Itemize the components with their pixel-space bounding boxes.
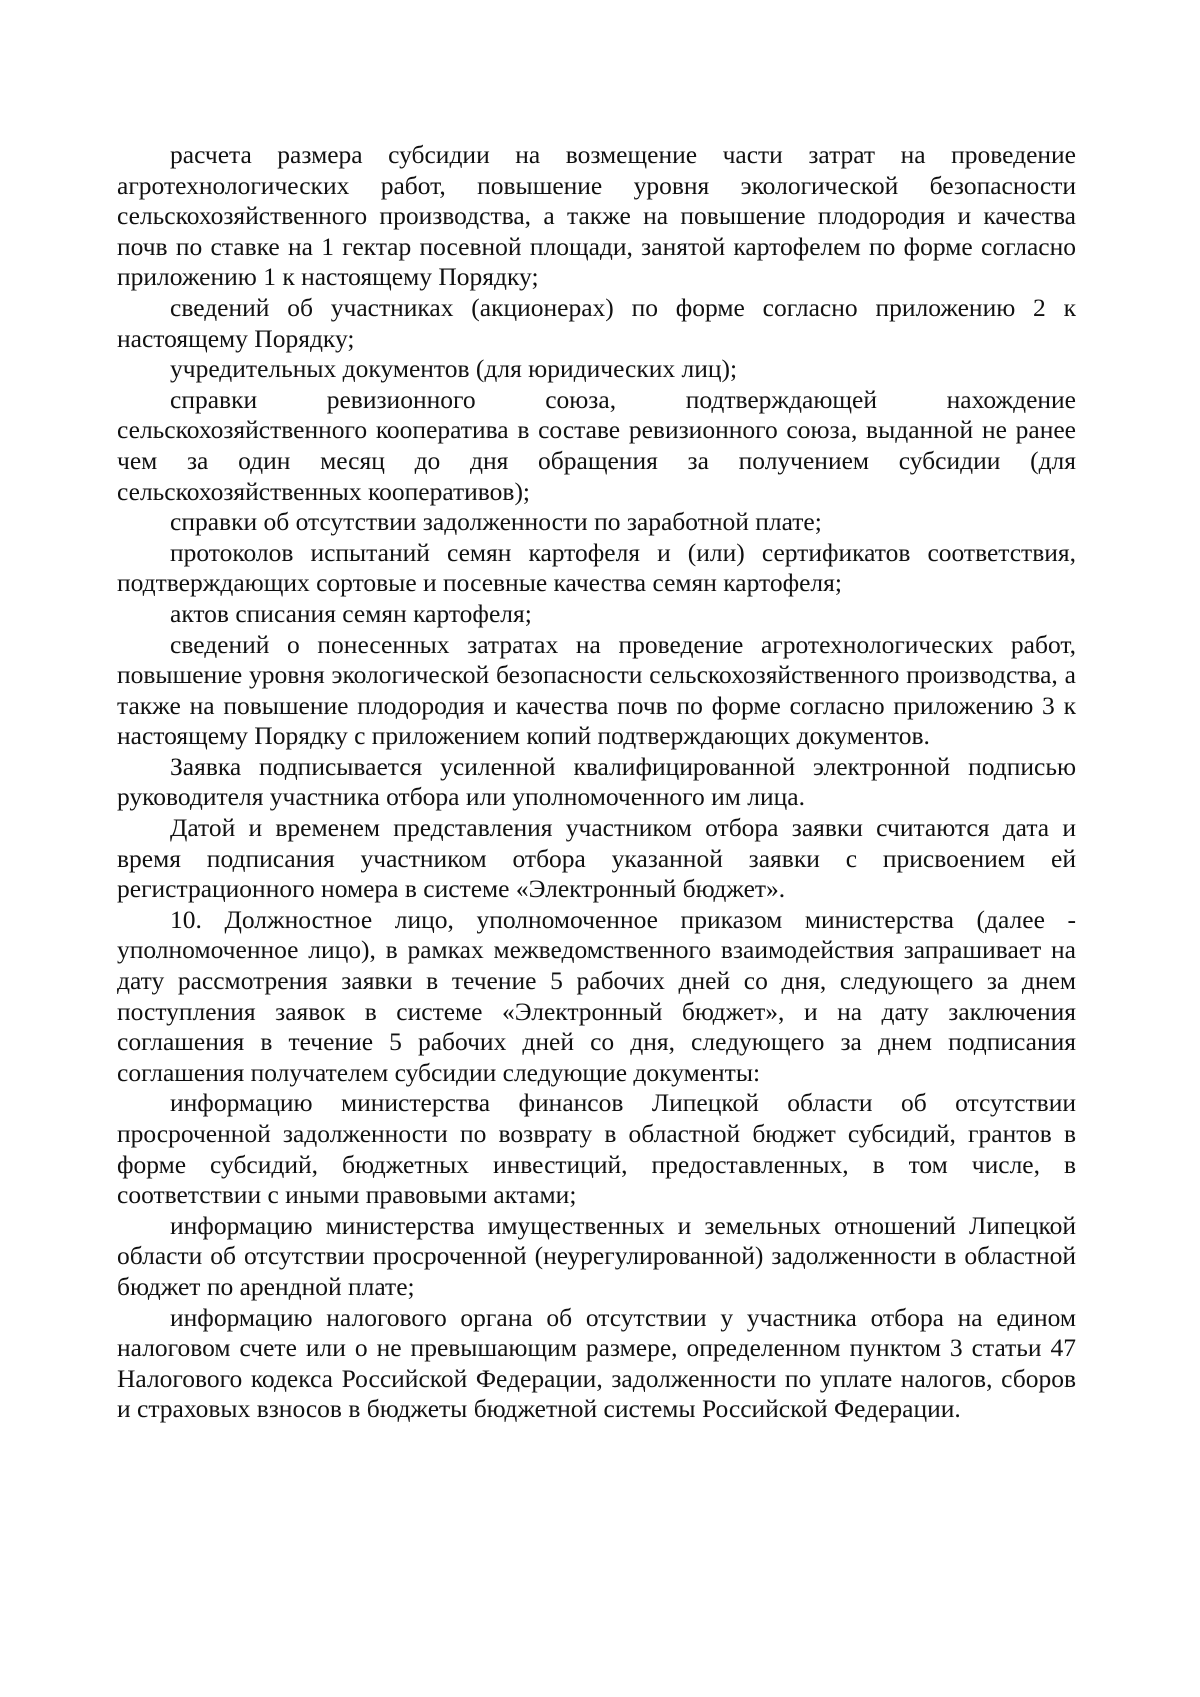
paragraph-tax-authority: информацию налогового органа об отсутствии у участника отбора на едином налоговом счете или о не превышающим размере, определенном пунктом 3 статьи 47 Налогового кодекса Российской Федерации, задолженности по уплате налогов, сборов и страховых взносов в бюджеты бюджетной системы Российской Федерации. — [117, 1302, 1076, 1424]
paragraph-calculation: расчета размера субсидии на возмещение части затрат на проведение агротехнологических работ, повышение уровня экологической безопасности сельскохозяйственного производства, а также на повышение плодородия и качества почв по ставке на 1 гектар посевной площади, занятой картофелем по форме согласно приложению 1 к настоящему Порядку; — [117, 140, 1076, 292]
paragraph-costs: сведений о понесенных затратах на проведение агротехнологических работ, повышение уровня экологической безопасности сельскохозяйственного производства, а также на повышение плодородия и качества почв по форме согласно приложению 3 к настоящему Порядку с приложением копий подтверждающих документов. — [117, 629, 1076, 751]
paragraph-signature: Заявка подписывается усиленной квалифицированной электронной подписью руководителя участника отбора или уполномоченного им лица. — [117, 751, 1076, 812]
paragraph-submission-date: Датой и временем представления участником отбора заявки считаются дата и время подписания участником отбора указанной заявки с присвоением ей регистрационного номера в системе «Электронный бюджет». — [117, 813, 1076, 904]
document-page — [117, 140, 1076, 1425]
paragraph-item-10: 10. Должностное лицо, уполномоченное приказом министерства (далее - уполномоченное лицо), в рамках межведомственного взаимодействия запрашивает на дату рассмотрения заявки в течение 5 рабочих дней со дня, следующего за днем поступления заявок в системе «Электронный бюджет», и на дату заключения соглашения в течение 5 рабочих дней со дня, следующего за днем подписания соглашения получателем субсидии следующие документы: — [117, 904, 1076, 1087]
paragraph-finance-ministry: информацию министерства финансов Липецкой области об отсутствии просроченной задолженности по возврату в областной бюджет субсидий, грантов в форме субсидий, бюджетных инвестиций, предоставленных, в том числе, в соответствии с иными правовыми актами; — [117, 1088, 1076, 1210]
paragraph-audit-union: справки ревизионного союза, подтверждающей нахождение сельскохозяйственного кооператива в составе ревизионного союза, выданной не ранее чем за один месяц до дня обращения за получением субсидии (для сельскохозяйственных кооперативов); — [117, 384, 1076, 506]
paragraph-participants: сведений об участниках (акционерах) по форме согласно приложению 2 к настоящему Порядку; — [117, 292, 1076, 353]
paragraph-property-ministry: информацию министерства имущественных и земельных отношений Липецкой области об отсутствии просроченной (неурегулированной) задолженности в областной бюджет по арендной плате; — [117, 1210, 1076, 1301]
paragraph-seed-writeoff: актов списания семян картофеля; — [170, 598, 532, 628]
paragraph-seed-tests: протоколов испытаний семян картофеля и (или) сертификатов соответствия, подтверждающих сортовые и посевные качества семян картофеля; — [117, 537, 1076, 598]
paragraph-founding-documents: учредительных документов (для юридических лиц); — [170, 354, 738, 384]
paragraph-wage-debt: справки об отсутствии задолженности по заработной плате; — [170, 507, 822, 537]
